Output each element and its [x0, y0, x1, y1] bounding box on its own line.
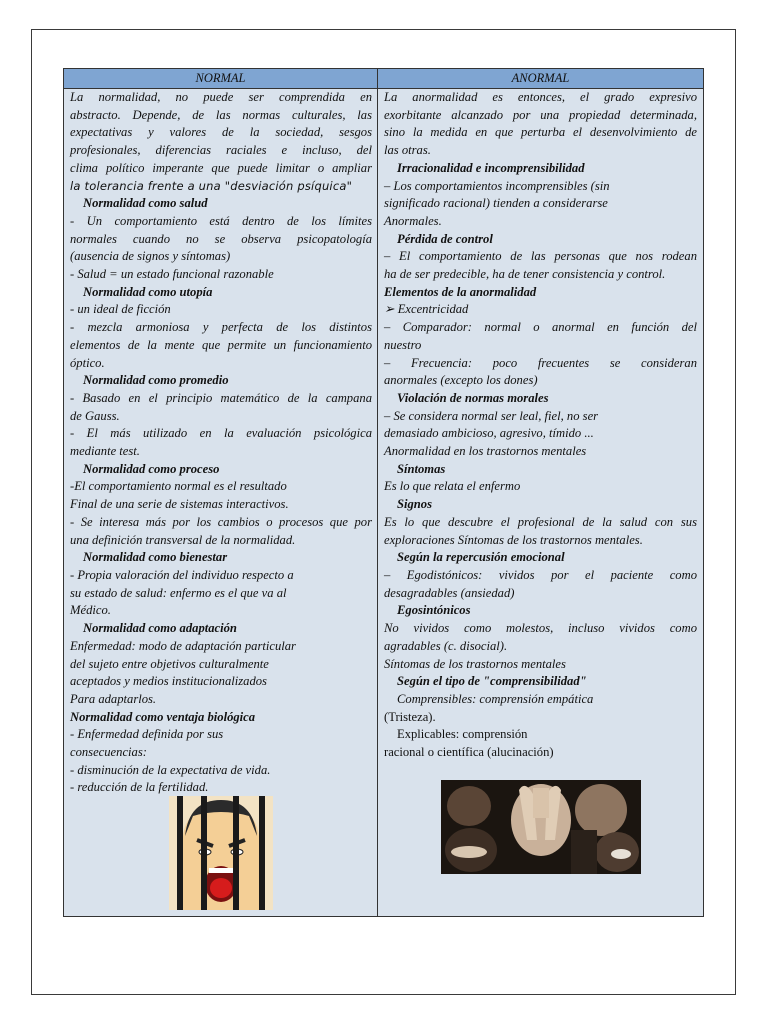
left-text-line: elementos de la mente que permite un funcionamiento	[70, 337, 372, 352]
right-section-heading: Pérdida de control	[397, 231, 493, 246]
left-section-heading: Normalidad como utopía	[83, 284, 213, 299]
left-text-line: profesionales, diferencias raciales e incluso, del	[70, 143, 372, 158]
left-text-line: mediante test.	[70, 444, 140, 459]
left-section-heading: Normalidad como proceso	[83, 461, 220, 476]
right-section-heading: Violación de normas morales	[397, 390, 549, 405]
left-text-line: aceptados y medios institucionalizados	[70, 674, 267, 689]
left-text-line: - mezcla armoniosa y perfecta de los distintos	[70, 320, 372, 335]
right-text-line: (Tristeza).	[384, 709, 436, 724]
left-text-line: - Enfermedad definida por sus	[70, 727, 224, 742]
left-text-line: Médico.	[70, 603, 111, 618]
left-text-line: - Propia valoración del individuo respecto a	[70, 567, 294, 582]
left-text-line: - El más utilizado en la evaluación psicológica	[70, 426, 372, 441]
right-text-line: – Frecuencia: poco frecuentes se consideran	[384, 355, 697, 370]
left-text-line: óptico.	[70, 355, 105, 370]
right-text-line: desagradables (ansiedad)	[384, 585, 515, 600]
left-text-line: Final de una serie de sistemas interactivos.	[70, 497, 289, 512]
right-section-heading: Egosintónicos	[397, 603, 471, 618]
right-text-line: sino la medida en que perturba el desenvolvimiento de	[384, 125, 697, 140]
left-text-line: - disminución de la expectativa de vida.	[70, 762, 271, 777]
left-text-line: (ausencia de signos y síntomas)	[70, 249, 231, 264]
left-text-line: normales cuando no se observa psicopatología	[70, 231, 372, 246]
right-text-line: Anormales.	[384, 213, 442, 228]
right-section-heading: Síntomas	[397, 461, 446, 476]
right-text-line: anormales (excepto los dones)	[384, 373, 538, 388]
left-text-line: -El comportamiento normal es el resultado	[70, 479, 287, 494]
header-anormal: ANORMAL	[378, 69, 703, 89]
left-section-heading: Normalidad como bienestar	[83, 550, 228, 565]
right-section-heading: Signos	[397, 497, 433, 512]
left-text-line: Para adaptarlos.	[70, 691, 157, 706]
right-text-line: exploraciones Síntomas de los trastornos mentales.	[384, 532, 643, 547]
comparison-table	[63, 68, 704, 917]
left-text-line: la tolerancia frente a una "desviación psíquica"	[70, 178, 353, 193]
right-text-line: – Se considera normal ser leal, fiel, no ser	[384, 408, 599, 423]
right-text-line: las otras.	[384, 143, 431, 158]
left-text-line: Enfermedad: modo de adaptación particular	[70, 638, 296, 653]
right-text-line: ha de ser predecible, ha de tener consistencia y control.	[384, 267, 666, 282]
anormal-column	[384, 89, 697, 762]
right-text-line: Es lo que relata el enfermo	[384, 479, 521, 494]
left-text-line: expectativas y valores de la sociedad, sesgos	[70, 125, 372, 140]
left-text-line: - Salud = un estado funcional razonable	[70, 267, 274, 282]
right-text-line: Comprensibles: comprensión empática	[397, 691, 594, 706]
left-text-line: - Un comportamiento está dentro de los límites	[70, 213, 372, 228]
right-section-heading: Irracionalidad e incomprensibilidad	[397, 160, 585, 175]
left-text-line: de Gauss.	[70, 408, 120, 423]
left-text-line: una definición transversal de la normalidad.	[70, 532, 296, 547]
right-text-line: demasiado ambicioso, agresivo, tímido ...	[384, 426, 594, 441]
right-text-line: – Los comportamientos incomprensibles (sin	[384, 178, 610, 193]
left-text-line: - Se interesa más por los cambios o procesos que por	[70, 514, 372, 529]
right-text-line: nuestro	[384, 337, 422, 352]
right-text-line: No vividos como molestos, incluso vividos como	[384, 621, 697, 636]
right-text-line: – Comparador: normal o anormal en función del	[384, 320, 697, 335]
left-text-line: La normalidad, no puede ser comprendida en	[70, 90, 372, 104]
left-text-line: del sujeto entre objetivos culturalmente	[70, 656, 269, 671]
column-divider	[377, 69, 378, 916]
left-text-line: - reducción de la fertilidad.	[70, 780, 209, 795]
right-text-line: ➢ Excentricidad	[384, 302, 469, 317]
left-text-line: consecuencias:	[70, 745, 147, 760]
left-text-line: su estado de salud: enfermo es el que va al	[70, 585, 287, 600]
right-text-line: La anormalidad es entonces, el grado expresivo	[384, 90, 697, 104]
left-text-line: clima político imperante que puede limitar o ampliar	[70, 160, 372, 175]
left-text-line: abstracto. Depende, de las normas culturales, las	[70, 107, 372, 122]
right-text-line: Síntomas de los trastornos mentales	[384, 656, 566, 671]
normal-column	[70, 89, 372, 797]
left-text-line: - Basado en el principio matemático de la campana	[70, 390, 372, 405]
right-text-line: – El comportamiento de las personas que nos rodean	[384, 249, 697, 264]
people-covering-faces-photo	[441, 780, 641, 874]
right-text-line: Explicables: comprensión	[397, 727, 528, 742]
right-text-line: exorbitante alcanzado por una propiedad determinada,	[384, 107, 697, 122]
right-section-heading: Elementos de la anormalidad	[384, 284, 537, 299]
screaming-man-illustration	[169, 796, 273, 910]
right-text-line: – Egodistónicos: vividos por el paciente como	[384, 567, 697, 582]
left-section-heading: Normalidad como adaptación	[83, 621, 237, 636]
left-section-heading: Normalidad como promedio	[83, 373, 229, 388]
left-section-heading: Normalidad como ventaja biológica	[70, 709, 256, 724]
left-section-heading: Normalidad como salud	[83, 196, 208, 211]
left-text-line: - un ideal de ficción	[70, 302, 171, 317]
right-text-line: racional o científica (alucinación)	[384, 745, 554, 760]
right-section-heading: Según el tipo de "comprensibilidad"	[397, 674, 587, 689]
right-section-heading: Según la repercusión emocional	[397, 550, 565, 565]
header-normal: NORMAL	[64, 69, 378, 89]
right-text-line: Es lo que descubre el profesional de la salud con sus	[384, 514, 697, 529]
right-text-line: Anormalidad en los trastornos mentales	[384, 444, 587, 459]
right-text-line: agradables (c. disocial).	[384, 638, 508, 653]
right-text-line: significado racional) tienden a considerarse	[384, 196, 608, 211]
